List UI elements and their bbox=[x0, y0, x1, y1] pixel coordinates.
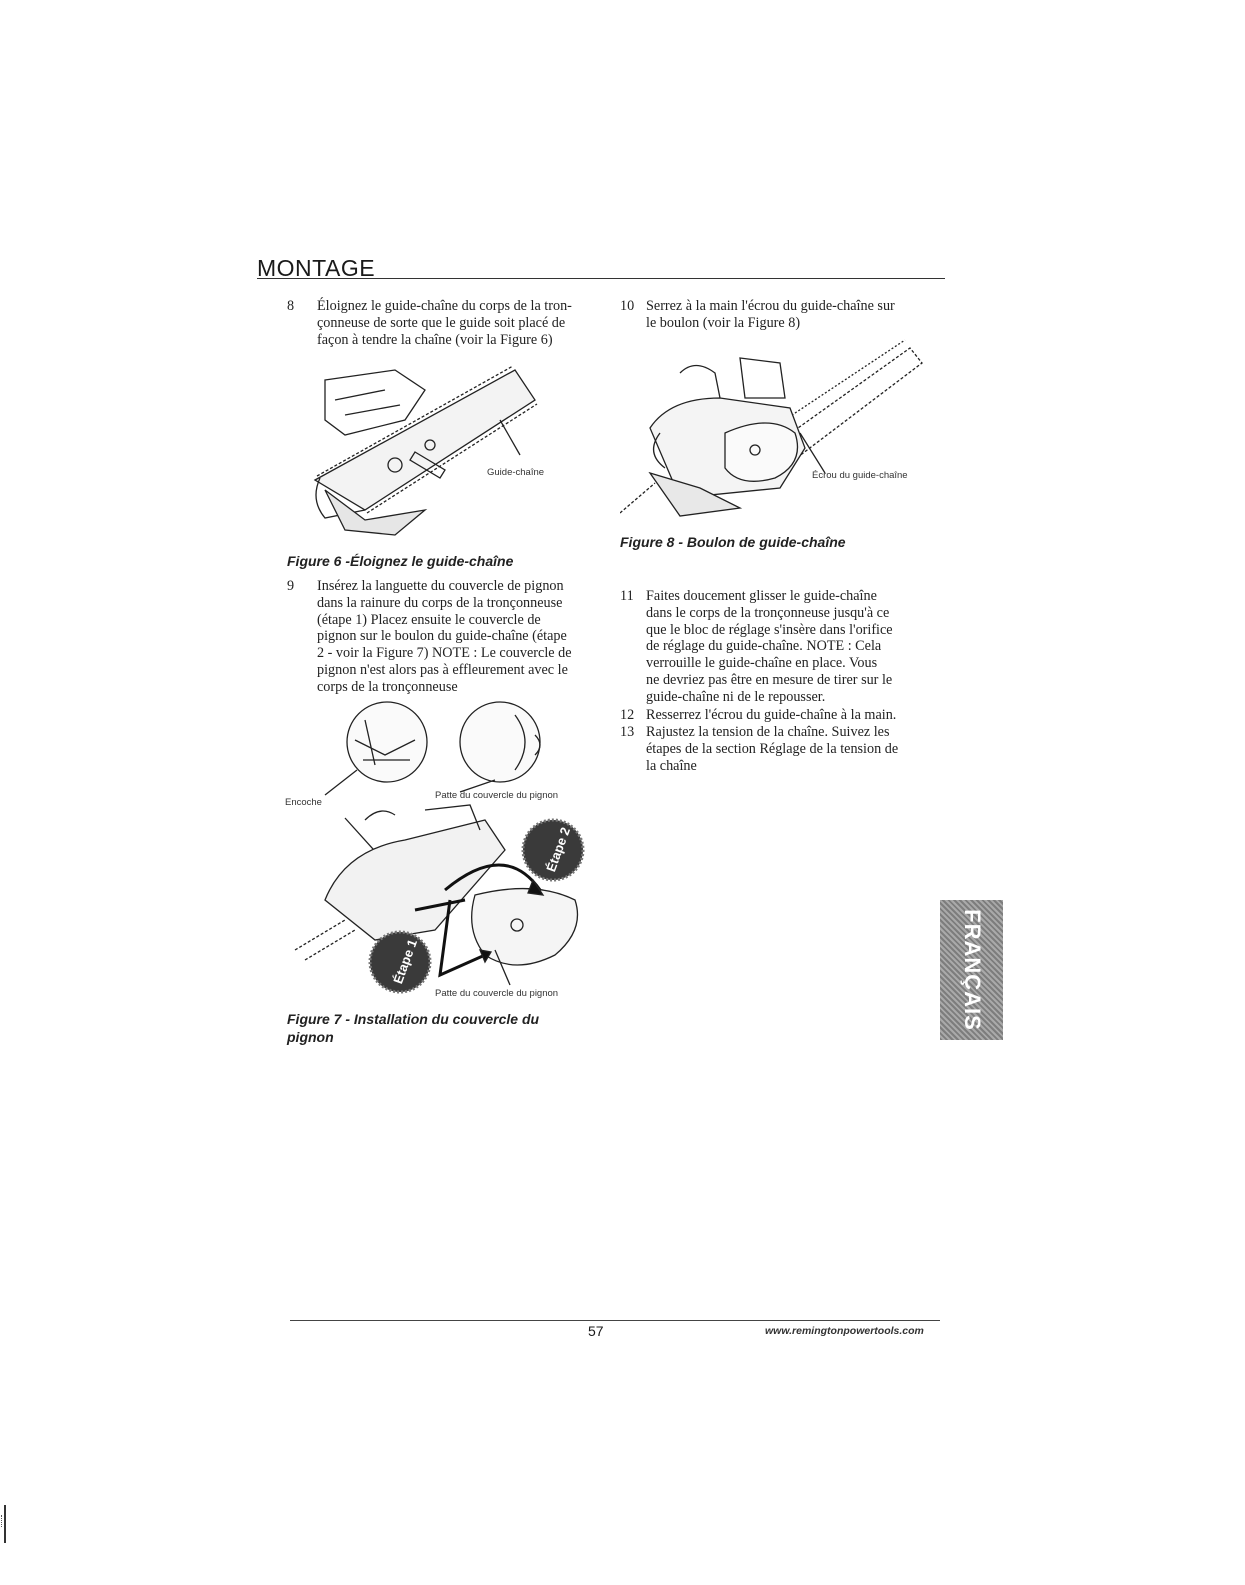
step-number: 11 bbox=[620, 588, 634, 604]
step-line: que le bloc de réglage s'insère dans l'orifice bbox=[646, 621, 893, 638]
step-line: guide-chaîne ni de le repousser. bbox=[646, 688, 826, 705]
step-1-label: Étape 1 bbox=[390, 937, 421, 986]
step-line: Insérez la languette du couvercle de pignon bbox=[317, 578, 564, 594]
language-tab bbox=[940, 900, 1003, 1040]
figure-8-illustration bbox=[620, 338, 930, 523]
step-number: 9 bbox=[287, 578, 295, 594]
ecrou-callout: Écrou du guide-chaîne bbox=[812, 470, 908, 481]
step-line: étapes de la section Réglage de la tension de bbox=[646, 740, 899, 757]
step-line: Faites doucement glisser le guide-chaîne bbox=[646, 588, 877, 604]
step-number: 13 bbox=[620, 724, 635, 740]
language-tab-label: FRANÇAIS bbox=[959, 909, 985, 1031]
step-line: ne devriez pas être en mesure de tirer sur le bbox=[646, 671, 893, 688]
step-line: corps de la tronçonneuse bbox=[317, 678, 458, 695]
step-number: 12 bbox=[620, 707, 635, 723]
step-line: Éloignez le guide-chaîne du corps de la tron- bbox=[317, 298, 572, 314]
step-line: Rajustez la tension de la chaîne. Suivez les bbox=[646, 724, 890, 740]
step-line: çonneuse de sorte que le guide soit placé de bbox=[317, 314, 566, 331]
notch-callout: Encoche bbox=[285, 797, 322, 808]
step-line: Resserrez l'écrou du guide-chaîne à la main. bbox=[646, 707, 897, 723]
title-rule bbox=[257, 278, 945, 279]
step-line: dans la rainure du corps de la tronçonneuse bbox=[317, 594, 563, 611]
caption-line: pignon bbox=[287, 1029, 334, 1045]
page-number: 57 bbox=[588, 1323, 604, 1339]
step-line: (étape 1) Placez ensuite le couvercle de bbox=[317, 611, 541, 628]
scan-edge-mark bbox=[1, 1515, 7, 1527]
step-line: dans le corps de la tronçonneuse jusqu'à ce bbox=[646, 604, 890, 621]
figure-7-caption bbox=[287, 1010, 539, 1046]
step-line: de réglage du guide-chaîne. NOTE : Cela bbox=[646, 638, 882, 655]
tab-callout-bottom: Patte du couvercle du pignon bbox=[435, 988, 559, 999]
step-line: le boulon (voir la Figure 8) bbox=[646, 314, 801, 331]
figure-8-caption: Figure 8 - Boulon de guide-chaîne bbox=[620, 534, 846, 550]
step-number: 10 bbox=[620, 298, 635, 314]
step-line: 2 - voir la Figure 7) NOTE : Le couvercle de bbox=[317, 645, 572, 662]
section-title: MONTAGE bbox=[257, 255, 376, 281]
footer-rule bbox=[290, 1320, 940, 1321]
tab-callout-top: Patte du couvercle du pignon bbox=[435, 790, 559, 801]
caption-line: Figure 7 - Installation du couvercle du bbox=[287, 1011, 540, 1027]
figure-6-caption: Figure 6 -Éloignez le guide-chaîne bbox=[287, 553, 514, 569]
step-line: Serrez à la main l'écrou du guide-chaîne sur bbox=[646, 298, 895, 314]
step-line: pignon sur le boulon du guide-chaîne (étape bbox=[317, 628, 567, 645]
step-2-label: Étape 2 bbox=[543, 825, 574, 874]
step-line: la chaîne bbox=[646, 757, 697, 774]
step-line: pignon n'est alors pas à effleurement avec le bbox=[317, 661, 568, 678]
website-url: www.remingtonpowertools.com bbox=[765, 1325, 924, 1337]
figure-6-illustration bbox=[305, 360, 585, 540]
step-line: façon à tendre la chaîne (voir la Figure 6) bbox=[317, 331, 553, 348]
figure-7-illustration bbox=[285, 700, 605, 1005]
step-number: 8 bbox=[287, 298, 295, 314]
step-line: verrouille le guide-chaîne en place. Vous bbox=[646, 655, 878, 672]
guide-chaine-callout: Guide-chaîne bbox=[487, 467, 545, 478]
